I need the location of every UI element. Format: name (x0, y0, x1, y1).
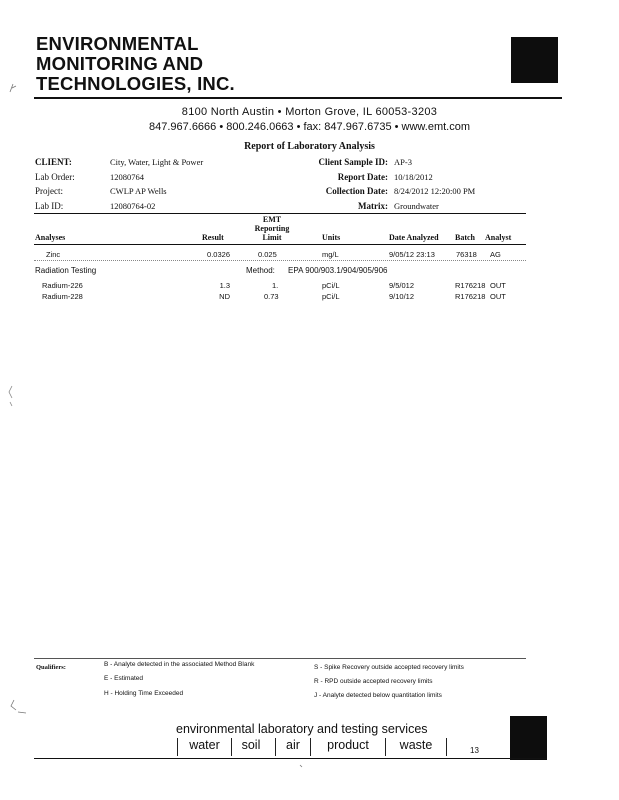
ra228-batch: R176218 (455, 292, 486, 301)
qualifiers-label: Qualifiers: (36, 664, 66, 671)
company-name-line2: MONITORING AND (36, 53, 204, 74)
zinc-units: mg/L (322, 250, 339, 259)
col-result: Result (202, 233, 224, 242)
matrix-label: Matrix: (358, 201, 388, 211)
footer-item-air: air (275, 738, 311, 756)
lab-id-value: 12080764-02 (110, 201, 156, 211)
col-date-analyzed: Date Analyzed (389, 233, 439, 242)
col-analyses: Analyses (35, 233, 66, 242)
footer-item-soil: soil (241, 738, 261, 752)
zinc-analyte: Zinc (46, 250, 61, 259)
radiation-section-title: Radiation Testing (35, 266, 97, 275)
qualifier-b: B - Analyte detected in the associated Method Blank (104, 661, 255, 668)
client-sample-label: Client Sample ID: (318, 157, 388, 167)
ra228-units: pCi/L (322, 292, 340, 301)
zinc-rl: 0.025 (258, 250, 277, 259)
qualifier-r: R - RPD outside accepted recovery limits (314, 678, 433, 685)
lab-order-label: Lab Order: (35, 172, 75, 182)
company-name-line3: TECHNOLOGIES, INC. (36, 73, 235, 94)
footer-item-water: water (177, 738, 232, 756)
ra226-date: 9/5/012 (389, 281, 415, 290)
collection-date-label: Collection Date: (325, 186, 388, 196)
method-value: EPA 900/903.1/904/905/906 (288, 266, 388, 275)
company-contact: 847.967.6666 • 800.246.0663 • fax: 847.967.6735 • www.emt.com (149, 121, 470, 133)
project-value: CWLP AP Wells (110, 186, 167, 196)
collection-date-value: 8/24/2012 12:20:00 PM (394, 186, 476, 196)
footer-logo-block (510, 716, 547, 760)
qualifier-h: H - Holding Time Exceeded (104, 690, 184, 697)
zinc-batch: 76318 (456, 250, 477, 259)
ra228-date: 9/10/12 (389, 292, 415, 301)
footer-rule (34, 758, 547, 759)
col-rl-line3: Limit (262, 233, 282, 242)
report-title: Report of Laboratory Analysis (244, 141, 375, 152)
matrix-value: Groundwater (394, 201, 439, 211)
company-address: 8100 North Austin • Morton Grove, IL 60053-3203 (181, 106, 438, 118)
col-units: Units (322, 233, 341, 242)
ra226-units: pCi/L (322, 281, 340, 290)
ra226-analyte: Radium-226 (42, 281, 83, 290)
zinc-result: 0.0326 (207, 250, 230, 259)
report-date-label: Report Date: (337, 172, 388, 182)
ra226-batch: R176218 (455, 281, 486, 290)
col-rl-line1: EMT (262, 215, 282, 224)
ra228-analyst: OUT (490, 292, 506, 301)
ra228-rl: 0.73 (264, 292, 279, 301)
client-label: CLIENT: (35, 157, 72, 167)
page-number: 13 (470, 746, 479, 755)
zinc-analyst: AG (490, 250, 501, 259)
scan-mark-3 (11, 700, 26, 713)
ra226-result: 1.3 (219, 281, 230, 290)
report-date-value: 10/18/2012 (394, 172, 433, 182)
qualifier-j: J - Analyte detected below quantitation limits (314, 692, 442, 699)
footer-item-product: product (327, 738, 369, 752)
ra228-analyte: Radium-228 (42, 292, 83, 301)
ra226-analyst: OUT (490, 281, 506, 290)
ra226-rl: 1. (272, 281, 279, 290)
client-sample-value: AP-3 (394, 157, 412, 167)
zinc-date: 9/05/12 23:13 (389, 250, 435, 259)
client-value: City, Water, Light & Power (110, 157, 204, 167)
lab-order-value: 12080764 (110, 172, 144, 182)
col-rl-line2: Reporting (254, 224, 290, 233)
project-label: Project: (35, 186, 63, 196)
footer-item-waste: waste (385, 738, 447, 756)
col-analyst: Analyst (485, 233, 512, 242)
ra228-result: ND (219, 292, 230, 301)
qualifier-e: E - Estimated (104, 675, 144, 682)
method-label: Method: (246, 266, 275, 275)
col-batch: Batch (455, 233, 475, 242)
qualifier-s: S - Spike Recovery outside accepted recovery limits (314, 664, 464, 671)
qualifiers-rule (34, 658, 526, 659)
lab-id-label: Lab ID: (35, 201, 64, 211)
scan-mark-2 (9, 386, 12, 406)
company-name-line1: ENVIRONMENTAL (36, 33, 199, 54)
footer-tagline: environmental laboratory and testing services (176, 722, 428, 736)
scan-mark-4 (300, 765, 302, 767)
scan-mark-1 (10, 84, 16, 92)
